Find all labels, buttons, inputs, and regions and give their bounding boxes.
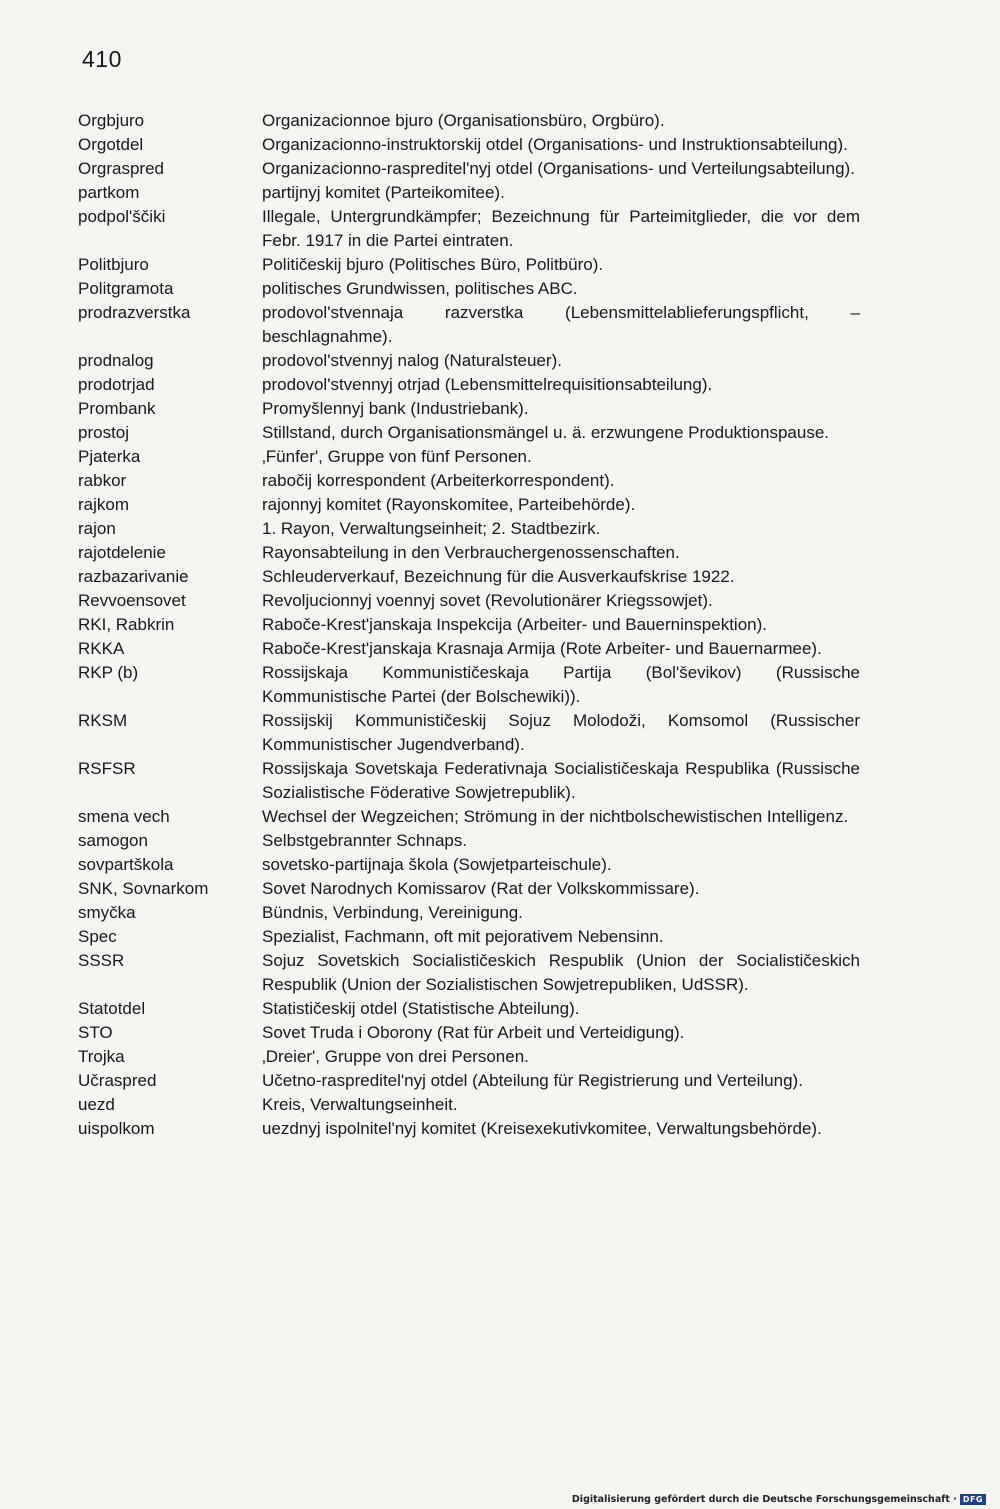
glossary-term: Revvoensovet bbox=[78, 591, 186, 610]
glossary-term: Orgotdel bbox=[78, 135, 144, 154]
glossary-term: SNK, Sovnarkom bbox=[78, 879, 209, 898]
glossary-definition: Revoljucionnyj voennyj sovet (Revolutionärer Kriegssowjet). bbox=[262, 591, 713, 610]
glossary-definition: ‚Dreier', Gruppe von drei Personen. bbox=[262, 1047, 529, 1066]
glossary-definition: politisches Grundwissen, politisches ABC. bbox=[262, 279, 578, 298]
footer-text: Digitalisierung gefördert durch die Deutsche Forschungsgemeinschaft · bbox=[571, 1494, 957, 1505]
glossary-term: podpol'ščiki bbox=[78, 207, 166, 226]
glossary-entry bbox=[0, 493, 1000, 517]
glossary-list bbox=[0, 109, 1000, 1141]
glossary-definition: rabočij korrespondent (Arbeiterkorrespondent). bbox=[262, 471, 615, 490]
glossary-term: prostoj bbox=[78, 423, 130, 442]
glossary-definition: partijnyj komitet (Parteikomitee). bbox=[262, 183, 505, 202]
glossary-entry bbox=[0, 181, 1000, 205]
glossary-term: Statotdel bbox=[78, 999, 146, 1018]
glossary-definition: Selbstgebrannter Schnaps. bbox=[262, 831, 468, 850]
glossary-entry bbox=[0, 157, 1000, 181]
glossary-definition: prodovol'stvennaja razverstka (Lebensmittelablieferungspflicht, – beschlagnahme). bbox=[262, 303, 860, 346]
glossary-entry bbox=[0, 133, 1000, 157]
glossary-entry bbox=[0, 373, 1000, 397]
glossary-term: smyčka bbox=[78, 903, 136, 922]
glossary-term: Politgramota bbox=[78, 279, 174, 298]
glossary-entry bbox=[0, 829, 1000, 853]
page-number: 410 bbox=[82, 46, 122, 72]
glossary-definition: prodovol'stvennyj otrjad (Lebensmittelrequisitionsabteilung). bbox=[262, 375, 713, 394]
glossary-definition: Organizacionno-raspreditel'nyj otdel (Organisations- und Verteilungsabteilung). bbox=[262, 159, 855, 178]
glossary-term: samogon bbox=[78, 831, 148, 850]
glossary-entry bbox=[0, 661, 1000, 709]
glossary-term: rajon bbox=[78, 519, 116, 538]
glossary-term: RKP (b) bbox=[78, 663, 139, 682]
glossary-definition: Sojuz Sovetskich Socialističeskich Respublik (Union der Socialističeskich Respublik (Union der Sozialistischen Sowjetrepubliken, UdSSR). bbox=[262, 951, 860, 994]
glossary-entry bbox=[0, 805, 1000, 829]
glossary-entry bbox=[0, 877, 1000, 901]
glossary-definition: Spezialist, Fachmann, oft mit pejorativem Nebensinn. bbox=[262, 927, 664, 946]
glossary-definition: Bündnis, Verbindung, Vereinigung. bbox=[262, 903, 523, 922]
glossary-entry bbox=[0, 421, 1000, 445]
glossary-term: STO bbox=[78, 1023, 113, 1042]
glossary-entry bbox=[0, 517, 1000, 541]
glossary-term: sovpartškola bbox=[78, 855, 174, 874]
glossary-term: Politbjuro bbox=[78, 255, 149, 274]
glossary-term: rajkom bbox=[78, 495, 130, 514]
glossary-term: RKI, Rabkrin bbox=[78, 615, 175, 634]
digitization-footer bbox=[572, 1494, 986, 1505]
glossary-entry bbox=[0, 1093, 1000, 1117]
glossary-entry bbox=[0, 589, 1000, 613]
glossary-definition: Rossijskaja Kommunističeskaja Partija (Bol'ševikov) (Russische Kommunistische Partei (der Bolschewiki)). bbox=[262, 663, 860, 706]
glossary-entry bbox=[0, 901, 1000, 925]
glossary-term: uezd bbox=[78, 1095, 115, 1114]
glossary-definition: Illegale, Untergrundkämpfer; Bezeichnung für Parteimitglieder, die vor dem Febr. 1917 in die Partei eintraten. bbox=[262, 207, 860, 250]
glossary-term: RSFSR bbox=[78, 759, 136, 778]
glossary-term: prodotrjad bbox=[78, 375, 155, 394]
glossary-term: Učraspred bbox=[78, 1071, 157, 1090]
glossary-entry bbox=[0, 565, 1000, 589]
glossary-definition: 1. Rayon, Verwaltungseinheit; 2. Stadtbezirk. bbox=[262, 519, 601, 538]
glossary-entry bbox=[0, 1069, 1000, 1093]
glossary-term: Pjaterka bbox=[78, 447, 141, 466]
glossary-definition: uezdnyj ispolnitel'nyj komitet (Kreisexekutivkomitee, Verwaltungsbehörde). bbox=[262, 1119, 822, 1138]
glossary-entry bbox=[0, 613, 1000, 637]
glossary-definition: Političeskij bjuro (Politisches Büro, Politbüro). bbox=[262, 255, 604, 274]
glossary-entry bbox=[0, 541, 1000, 565]
dfg-logo: DFG bbox=[960, 1494, 986, 1505]
glossary-term: Prombank bbox=[78, 399, 156, 418]
glossary-term: rajotdelenie bbox=[78, 543, 166, 562]
glossary-term: Trojka bbox=[78, 1047, 125, 1066]
glossary-entry bbox=[0, 397, 1000, 421]
glossary-entry bbox=[0, 1117, 1000, 1141]
glossary-term: rabkor bbox=[78, 471, 127, 490]
glossary-entry bbox=[0, 949, 1000, 997]
glossary-term: razbazarivanie bbox=[78, 567, 189, 586]
glossary-definition: Organizacionnoe bjuro (Organisationsbüro, Orgbüro). bbox=[262, 111, 665, 130]
glossary-entry bbox=[0, 469, 1000, 493]
glossary-term: RKKA bbox=[78, 639, 125, 658]
glossary-definition: Rossijskij Kommunističeskij Sojuz Molodoži, Komsomol (Russischer Kommunistischer Jugendverband). bbox=[262, 711, 860, 754]
glossary-entry bbox=[0, 253, 1000, 277]
glossary-definition: Stillstand, durch Organisationsmängel u. ä. erzwungene Produktionspause. bbox=[262, 423, 830, 442]
glossary-definition: Rossijskaja Sovetskaja Federativnaja Socialističeskaja Respublika (Russische Sozialistische Föderative Sowjetrepublik). bbox=[262, 759, 860, 802]
glossary-definition: Wechsel der Wegzeichen; Strömung in der nichtbolschewistischen Intelligenz. bbox=[262, 807, 849, 826]
glossary-entry bbox=[0, 853, 1000, 877]
glossary-entry bbox=[0, 637, 1000, 661]
glossary-term: Spec bbox=[78, 927, 117, 946]
glossary-term: SSSR bbox=[78, 951, 125, 970]
glossary-entry bbox=[0, 997, 1000, 1021]
glossary-definition: Rayonsabteilung in den Verbrauchergenossenschaften. bbox=[262, 543, 680, 562]
glossary-term: Orgraspred bbox=[78, 159, 164, 178]
glossary-entry bbox=[0, 925, 1000, 949]
glossary-term: smena vech bbox=[78, 807, 170, 826]
glossary-entry bbox=[0, 301, 1000, 349]
glossary-term: RKSM bbox=[78, 711, 128, 730]
glossary-definition: Promyšlennyj bank (Industriebank). bbox=[262, 399, 529, 418]
glossary-definition: Statističeskij otdel (Statistische Abteilung). bbox=[262, 999, 580, 1018]
glossary-definition: Raboče-Krest'janskaja Krasnaja Armija (Rote Arbeiter- und Bauernarmee). bbox=[262, 639, 822, 658]
glossary-term: uispolkom bbox=[78, 1119, 155, 1138]
glossary-term: prodrazverstka bbox=[78, 303, 191, 322]
glossary-definition: prodovol'stvennyj nalog (Naturalsteuer). bbox=[262, 351, 562, 370]
glossary-entry bbox=[0, 1045, 1000, 1069]
glossary-term: partkom bbox=[78, 183, 140, 202]
glossary-definition: rajonnyj komitet (Rayonskomitee, Parteibehörde). bbox=[262, 495, 636, 514]
glossary-definition: Kreis, Verwaltungseinheit. bbox=[262, 1095, 458, 1114]
glossary-definition: Sovet Narodnych Komissarov (Rat der Volkskommissare). bbox=[262, 879, 700, 898]
glossary-definition: Schleuderverkauf, Bezeichnung für die Ausverkaufskrise 1922. bbox=[262, 567, 735, 586]
glossary-definition: ‚Fünfer', Gruppe von fünf Personen. bbox=[262, 447, 532, 466]
glossary-definition: Organizacionno-instruktorskij otdel (Organisations- und Instruktionsabteilung). bbox=[262, 135, 848, 154]
glossary-entry bbox=[0, 1021, 1000, 1045]
glossary-entry bbox=[0, 349, 1000, 373]
glossary-definition: Sovet Truda i Oborony (Rat für Arbeit und Verteidigung). bbox=[262, 1023, 685, 1042]
glossary-definition: Učetno-raspreditel'nyj otdel (Abteilung für Registrierung und Verteilung). bbox=[262, 1071, 803, 1090]
glossary-entry bbox=[0, 709, 1000, 757]
glossary-definition: sovetsko-partijnaja škola (Sowjetparteischule). bbox=[262, 855, 612, 874]
glossary-term: Orgbjuro bbox=[78, 111, 145, 130]
glossary-entry bbox=[0, 205, 1000, 253]
glossary-entry bbox=[0, 277, 1000, 301]
glossary-entry bbox=[0, 445, 1000, 469]
glossary-entry bbox=[0, 757, 1000, 805]
glossary-definition: Raboče-Krest'janskaja Inspekcija (Arbeiter- und Bauerninspektion). bbox=[262, 615, 768, 634]
glossary-entry bbox=[0, 109, 1000, 133]
glossary-term: prodnalog bbox=[78, 351, 154, 370]
